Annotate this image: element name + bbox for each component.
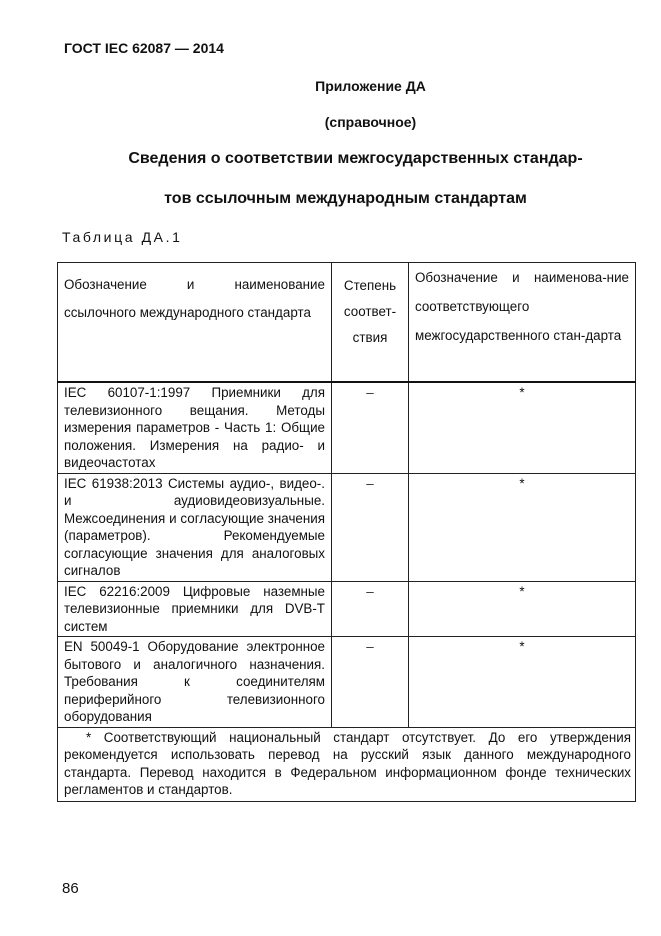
degree-cell: –: [332, 473, 409, 581]
reference-standard-cell: EN 50049-1 Оборудование электронное бытового и аналогичного назначения. Требования к соединителям периферийного телевизионного оборудования: [58, 637, 332, 728]
degree-cell: –: [332, 382, 409, 473]
page-number: 86: [62, 880, 79, 897]
national-standard-cell: *: [519, 385, 525, 400]
table-footnote-row: [58, 727, 636, 801]
degree-cell: –: [332, 581, 409, 637]
main-title-line-2: тов ссылочным международным стандартам: [164, 190, 527, 207]
national-standard-cell: *: [519, 583, 525, 599]
appendix-title: Приложение ДА: [315, 78, 426, 94]
table-row: [58, 473, 636, 581]
standards-correspondence-table: [57, 262, 636, 802]
reference-standard-cell: IEC 60107-1:1997 Приемники для телевизионного вещания. Методы измерения параметров - Часть 1: Общие положения. Измерения на радио- и видеочастотах: [58, 382, 332, 473]
table-caption: Таблица ДА.1: [62, 229, 183, 245]
table-row: [58, 581, 636, 637]
header-reference-standard: Обозначение и наименование ссылочного международного стандарта: [58, 263, 332, 383]
national-standard-cell: *: [519, 475, 525, 491]
reference-standard-cell: IEC 61938:2013 Системы аудио-, видео-. и аудиовидеовизуальные. Межсоединения и согласующие значения (параметров). Рекомендуемые согласующие значения для аналоговых сигналов: [58, 473, 332, 581]
national-standard-cell: *: [519, 639, 525, 654]
table-row: [58, 637, 636, 728]
degree-cell: –: [332, 637, 409, 728]
header-national-standard: Обозначение и наименова-ние соответствующего межгосударственного стан-дарта: [409, 263, 636, 383]
header-degree: Степень соответ-ствия: [332, 263, 409, 383]
document-code: ГОСТ IEC 62087 — 2014: [64, 40, 224, 56]
table-footnote: * Соответствующий национальный стандарт отсутствует. До его утверждения рекомендуется использовать перевод на русский язык данного международного стандарта. Перевод находится в Федеральном информационном фонде технических регламентов и стандартов.: [58, 727, 636, 801]
main-title-line-1: Сведения о соответствии межгосударственных стандар-: [128, 150, 583, 167]
appendix-type: (справочное): [324, 114, 417, 130]
table-row: [58, 382, 636, 473]
reference-standard-cell: IEC 62216:2009 Цифровые наземные телевизионные приемники для DVB-T систем: [58, 581, 332, 637]
table-header-row: [58, 263, 636, 383]
